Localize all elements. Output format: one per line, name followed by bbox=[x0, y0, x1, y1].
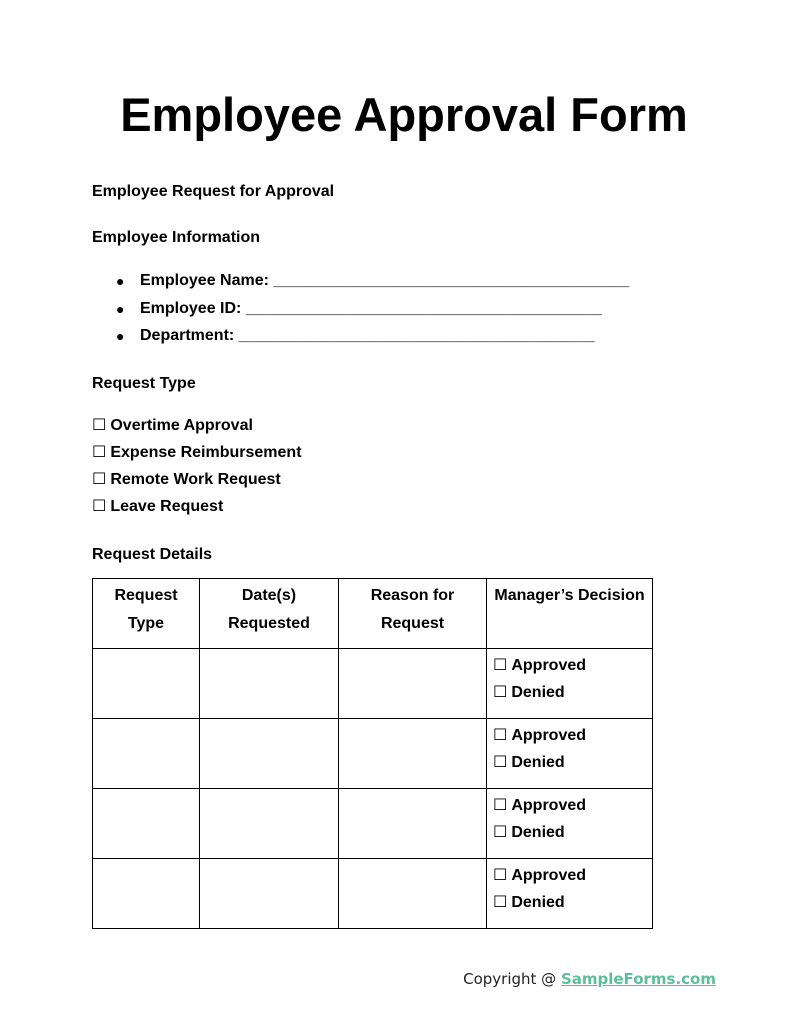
option-label: Remote Work Request bbox=[110, 471, 281, 488]
department-field[interactable] bbox=[92, 326, 629, 346]
employee-id-field[interactable] bbox=[92, 299, 629, 319]
bullet-icon: ● bbox=[116, 300, 125, 317]
checkbox-icon[interactable]: ☐ bbox=[92, 498, 107, 515]
option-label: Leave Request bbox=[110, 498, 224, 515]
option-label: Expense Reimbursement bbox=[110, 444, 302, 461]
approved-option[interactable] bbox=[493, 792, 646, 819]
table-row bbox=[93, 719, 653, 789]
column-header-managers-decision: Manager’s Decision bbox=[487, 579, 653, 649]
sampleforms-link[interactable]: SampleForms.com bbox=[560, 970, 716, 988]
table-row bbox=[93, 789, 653, 859]
checkbox-icon[interactable]: ☐ bbox=[92, 417, 107, 434]
request-details-table bbox=[92, 578, 653, 929]
employee-id-label: Employee ID: ________________________________________ bbox=[140, 299, 602, 317]
checkbox-icon[interactable]: ☐ bbox=[493, 894, 508, 911]
option-label: Overtime Approval bbox=[110, 417, 253, 434]
checkbox-icon[interactable]: ☐ bbox=[493, 657, 508, 674]
denied-label: Denied bbox=[511, 754, 565, 771]
request-type-cell[interactable] bbox=[93, 859, 200, 929]
approved-label: Approved bbox=[511, 727, 587, 744]
dates-cell[interactable] bbox=[200, 859, 339, 929]
request-type-cell[interactable] bbox=[93, 649, 200, 719]
copyright-footer bbox=[463, 969, 716, 989]
request-subtitle: Employee Request for Approval bbox=[92, 183, 335, 200]
checkbox-icon[interactable]: ☐ bbox=[493, 797, 508, 814]
decision-cell bbox=[487, 859, 653, 929]
decision-cell bbox=[487, 719, 653, 789]
bullet-icon: ● bbox=[116, 328, 125, 344]
reason-cell[interactable] bbox=[339, 789, 487, 859]
approved-option[interactable] bbox=[493, 652, 646, 679]
checkbox-icon[interactable]: ☐ bbox=[493, 684, 508, 701]
reason-cell[interactable] bbox=[339, 649, 487, 719]
checkbox-icon[interactable]: ☐ bbox=[493, 867, 508, 884]
department-label: Department: ________________________________________ bbox=[140, 327, 595, 344]
checkbox-icon[interactable]: ☐ bbox=[493, 824, 508, 841]
denied-option[interactable] bbox=[493, 679, 646, 706]
approved-label: Approved bbox=[511, 797, 587, 814]
employee-name-field[interactable] bbox=[92, 271, 629, 291]
reason-cell[interactable] bbox=[339, 859, 487, 929]
approved-label: Approved bbox=[511, 867, 587, 884]
decision-cell bbox=[487, 649, 653, 719]
decision-cell bbox=[487, 789, 653, 859]
reason-cell[interactable] bbox=[339, 719, 487, 789]
approved-label: Approved bbox=[511, 657, 587, 674]
dates-cell[interactable] bbox=[200, 719, 339, 789]
denied-label: Denied bbox=[511, 824, 565, 841]
denied-option[interactable] bbox=[493, 819, 646, 846]
checkbox-icon[interactable]: ☐ bbox=[493, 727, 508, 744]
request-type-heading: Request Type bbox=[92, 375, 196, 392]
table-row bbox=[93, 649, 653, 719]
request-type-cell[interactable] bbox=[93, 719, 200, 789]
option-expense-reimbursement[interactable] bbox=[92, 443, 302, 470]
option-remote-work-request[interactable] bbox=[92, 470, 302, 497]
form-title: Employee Approval Form bbox=[120, 88, 688, 141]
table-header-row bbox=[93, 579, 653, 649]
denied-option[interactable] bbox=[493, 889, 646, 916]
employee-information-heading: Employee Information bbox=[92, 229, 261, 246]
option-leave-request[interactable] bbox=[92, 497, 302, 524]
bullet-icon: ● bbox=[116, 273, 125, 289]
denied-label: Denied bbox=[511, 894, 565, 911]
column-header-dates-requested: Date(s) Requested bbox=[200, 579, 339, 649]
column-header-request-type: Request Type bbox=[93, 579, 200, 649]
employee-information-list bbox=[92, 271, 629, 354]
dates-cell[interactable] bbox=[200, 789, 339, 859]
option-overtime-approval[interactable] bbox=[92, 416, 302, 443]
copyright-text: Copyright @ bbox=[463, 970, 557, 988]
request-details-heading: Request Details bbox=[92, 546, 213, 563]
dates-cell[interactable] bbox=[200, 649, 339, 719]
checkbox-icon[interactable]: ☐ bbox=[493, 754, 508, 771]
approved-option[interactable] bbox=[493, 862, 646, 889]
request-type-cell[interactable] bbox=[93, 789, 200, 859]
column-header-reason: Reason for Request bbox=[339, 579, 487, 649]
request-type-options bbox=[92, 416, 302, 524]
approved-option[interactable] bbox=[493, 722, 646, 749]
denied-label: Denied bbox=[511, 684, 565, 701]
checkbox-icon[interactable]: ☐ bbox=[92, 444, 107, 461]
denied-option[interactable] bbox=[493, 749, 646, 776]
table-row bbox=[93, 859, 653, 929]
checkbox-icon[interactable]: ☐ bbox=[92, 471, 107, 488]
employee-name-label: Employee Name: ________________________________________ bbox=[140, 272, 630, 289]
